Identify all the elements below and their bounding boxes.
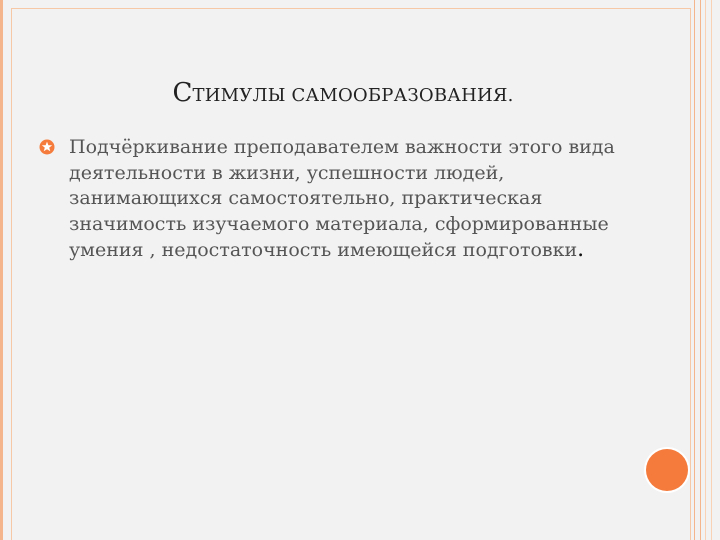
frame-rail-line: [694, 0, 695, 540]
title-first-letter: С: [172, 78, 193, 108]
frame-rail-line: [711, 0, 712, 540]
orange-circle-decoration: [646, 449, 688, 491]
title-rest: САМООБРАЗОВАНИЯ.: [285, 85, 514, 106]
frame-rail-line: [700, 0, 701, 540]
title-first-word-rest: ТИМУЛЫ: [192, 85, 286, 106]
bullet-period: .: [577, 237, 585, 262]
bullet-text: [69, 135, 619, 264]
frame-rail-line: [705, 0, 706, 540]
bullet-body: Подчёркивание преподавателем важности этого вида деятельности в жизни, успешности людей, занимающихся самостоятельно, практическая значимость изучаемого материала, сформированные умения , недостаточность имеющейся подготовки: [69, 136, 615, 261]
slide-title: [3, 78, 683, 108]
bullet-item: [39, 135, 619, 264]
star-bullet-icon: [39, 139, 55, 155]
